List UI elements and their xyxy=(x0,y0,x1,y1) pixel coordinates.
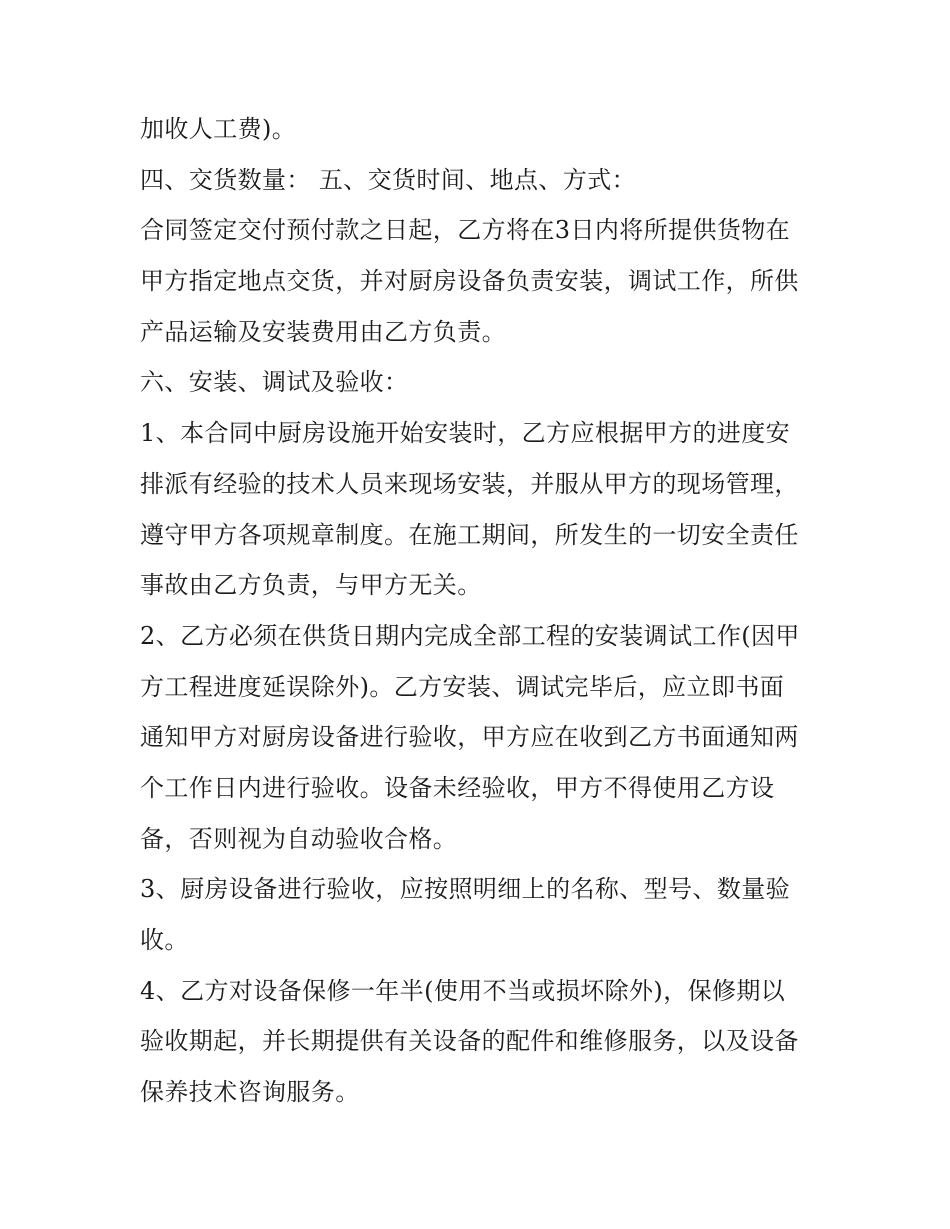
text-line: 方工程进度延误除外)。乙方安装、调试完毕后，应立即书面 xyxy=(140,672,785,701)
text-line: 3、厨房设备进行验收，应按照明细上的名称、型号、数量验 xyxy=(140,875,791,904)
document-body xyxy=(140,104,820,1118)
text-line: 1、本合同中厨房设施开始安装时，乙方应根据甲方的进度安 xyxy=(140,419,791,448)
text-line: 产品运输及安装费用由乙方负责。 xyxy=(140,317,506,346)
text-line: 4、乙方对设备保修一年半(使用不当或损坏除外)，保修期以 xyxy=(140,976,786,1005)
text-line: 排派有经验的技术人员来现场安装，并服从甲方的现场管理， xyxy=(140,469,799,498)
text-line: 保养技术咨询服务。 xyxy=(140,1078,360,1107)
text-line: 加收人工费)。 xyxy=(140,115,297,143)
text-line: 收。 xyxy=(140,926,189,954)
text-line: 备，否则视为自动验收合格。 xyxy=(140,824,458,853)
text-line: 事故由乙方负责，与甲方无关。 xyxy=(140,571,482,600)
text-line: 合同签定交付预付款之日起，乙方将在3日内将所提供货物在 xyxy=(140,216,791,245)
text-line: 个工作日内进行验收。设备未经验收，甲方不得使用乙方设 xyxy=(140,773,775,802)
text-line: 2、乙方必须在供货日期内完成全部工程的安装调试工作(因甲 xyxy=(140,621,800,650)
section-heading: 六、安装、调试及验收： xyxy=(140,368,409,397)
text-line: 甲方指定地点交货，并对厨房设备负责安装，调试工作，所供 xyxy=(140,267,799,296)
text-line: 遵守甲方各项规章制度。在施工期间，所发生的一切安全责任 xyxy=(140,520,799,549)
text-line: 验收期起，并长期提供有关设备的配件和维修服务，以及设备 xyxy=(140,1027,799,1056)
text-line: 通知甲方对厨房设备进行验收，甲方应在收到乙方书面通知两 xyxy=(140,723,799,752)
text-line: 四、交货数量： 五、交货时间、地点、方式： xyxy=(140,165,637,194)
